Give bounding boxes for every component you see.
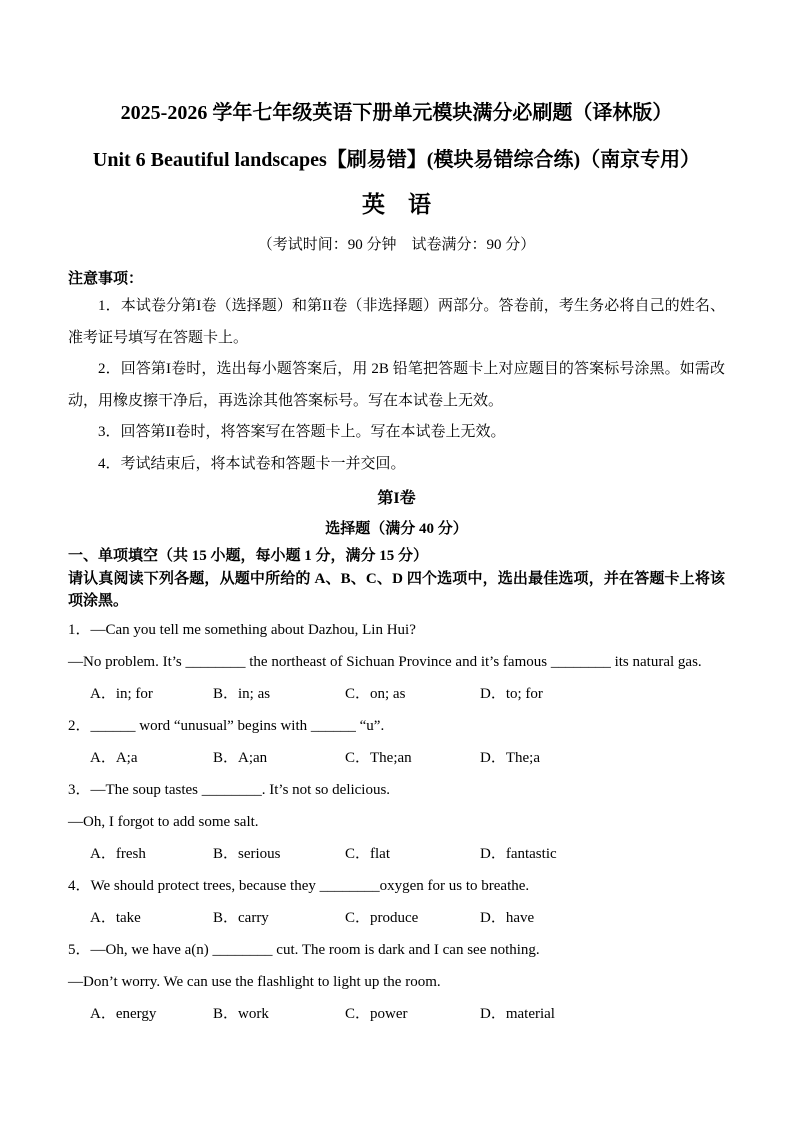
question-3-option-c: C．flat <box>345 846 390 862</box>
question-5 <box>68 934 725 1030</box>
question-2-stem-line-1: 2．______ word “unusual” begins with ______ “u”. <box>68 718 385 734</box>
notice-item-1: 1．本试卷分第I卷（选择题）和第II卷（非选择题）两部分。答卷前，考生务必将自己的姓名、准考证号填写在答题卡上。 <box>68 298 725 346</box>
question-3-option-a: A．fresh <box>90 846 146 862</box>
paper-title: 2025-2026 学年七年级英语下册单元模块满分必刷题（译林版） <box>120 102 673 124</box>
question-5-stem-line-1: 5．—Oh, we have a(n) ________ cut. The room is dark and I can see nothing. <box>68 942 540 958</box>
question-2-options <box>68 742 725 774</box>
question-3-stem-line-1: 3．—The soup tastes ________. It’s not so delicious. <box>68 782 391 798</box>
notice-item-3: 3．回答第II卷时，将答案写在答题卡上。写在本试卷上无效。 <box>98 424 506 440</box>
question-3-option-d: D．fantastic <box>480 846 557 862</box>
question-5-option-b: B．work <box>213 1006 269 1022</box>
part-heading: 第I卷 <box>377 490 416 507</box>
question-2-option-b: B．A;an <box>213 750 268 766</box>
question-5-option-d: D．material <box>480 1006 555 1022</box>
question-4-option-d: D．have <box>480 910 535 926</box>
paper-subtitle: Unit 6 Beautiful landscapes【刷易错】(模块易错综合练)（南京专用） <box>92 149 701 171</box>
question-4 <box>68 870 725 934</box>
question-3-option-b: B．serious <box>213 846 281 862</box>
section-instruction: 请认真阅读下列各题，从题中所给的 A、B、C、D 四个选项中，选出最佳选项，并在答题卡上将该项涂黑。 <box>68 571 725 609</box>
question-3-stem-line-2: —Oh, I forgot to add some salt. <box>68 814 259 830</box>
question-1-option-d: D．to; for <box>480 686 543 702</box>
question-5-option-c: C．power <box>345 1006 408 1022</box>
question-4-stem-line-1: 4．We should protect trees, because they ________oxygen for us to breathe. <box>68 878 530 894</box>
notice-item-2: 2．回答第I卷时，选出每小题答案后，用 2B 铅笔把答题卡上对应题目的答案标号涂黑。如需改动，用橡皮擦干净后，再选涂其他答案标号。写在本试卷上无效。 <box>68 361 725 409</box>
exam-info-line: （考试时间：90 分钟 试卷满分：90 分） <box>257 237 536 253</box>
question-2-option-a: A．A;a <box>90 750 138 766</box>
question-4-option-c: C．produce <box>345 910 419 926</box>
section-heading: 一、单项填空（共 15 小题，每小题 1 分，满分 15 分） <box>68 548 429 564</box>
question-1-options <box>68 678 725 710</box>
question-list <box>68 614 725 1030</box>
question-3 <box>68 774 725 870</box>
question-1 <box>68 614 725 710</box>
question-2-option-d: D．The;a <box>480 750 540 766</box>
question-5-options <box>68 998 725 1030</box>
question-1-option-c: C．on; as <box>345 686 406 702</box>
question-2 <box>68 710 725 774</box>
question-4-options <box>68 902 725 934</box>
part-subheading: 选择题（满分 40 分） <box>325 521 468 537</box>
question-1-option-b: B．in; as <box>213 686 271 702</box>
notice-heading: 注意事项： <box>68 271 144 287</box>
notice-item-4: 4．考试结束后，将本试卷和答题卡一并交回。 <box>98 455 406 472</box>
subject-title: 英 语 <box>362 192 431 217</box>
question-5-option-a: A．energy <box>90 1006 157 1022</box>
question-2-option-c: C．The;an <box>345 750 412 766</box>
question-1-option-a: A．in; for <box>90 686 153 702</box>
question-3-options <box>68 838 725 870</box>
question-5-stem-line-2: —Don’t worry. We can use the flashlight to light up the room. <box>68 974 441 990</box>
question-4-option-a: A．take <box>90 910 141 926</box>
question-1-stem-line-1: 1．—Can you tell me something about Dazhou, Lin Hui? <box>68 622 416 638</box>
question-1-stem-line-2: —No problem. It’s ________ the northeast of Sichuan Province and it’s famous ________ its natural gas. <box>68 654 702 670</box>
notice-list <box>68 291 725 480</box>
question-4-option-b: B．carry <box>213 910 269 926</box>
